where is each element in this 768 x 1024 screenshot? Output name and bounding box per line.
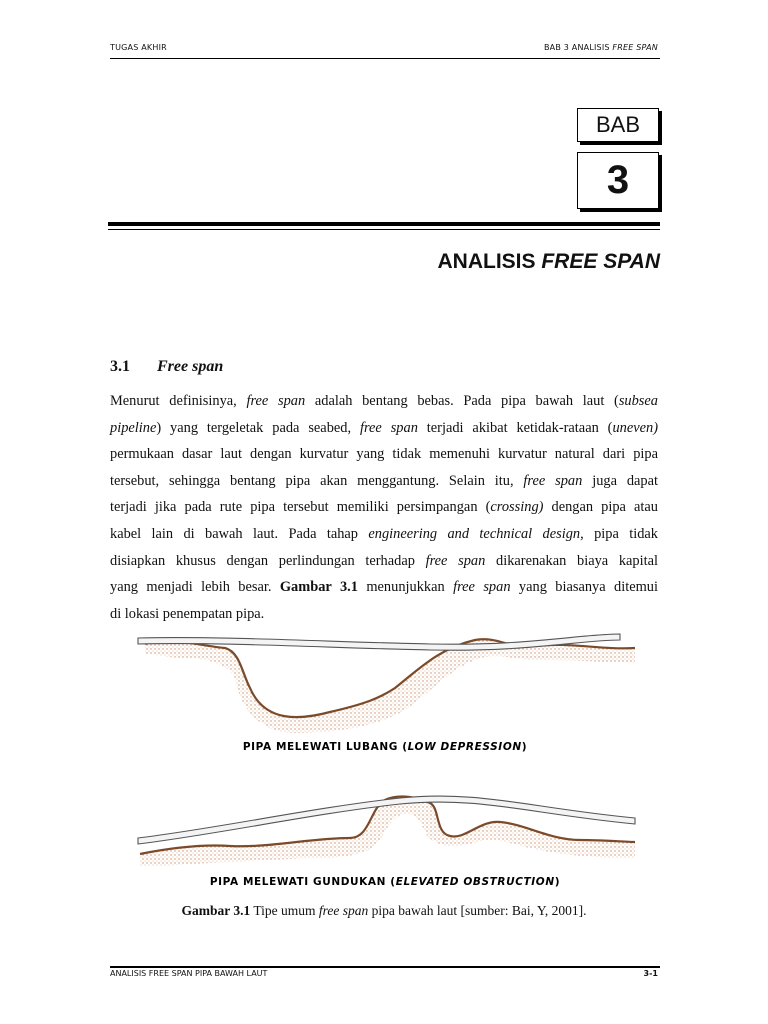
free-span-figure	[130, 628, 640, 898]
seabed-depression	[145, 639, 635, 733]
paragraph-line: tersebut, sehingga bentang pipa akan menggantung. Selain itu, free span juga dapat	[110, 472, 658, 489]
chapter-rule-thick	[108, 222, 660, 226]
running-header	[110, 43, 658, 57]
section-number: 3.1	[110, 358, 130, 375]
paragraph-line: di lokasi penempatan pipa.	[110, 605, 265, 622]
running-footer	[110, 969, 658, 983]
chapter-title: ANALISIS FREE SPAN	[437, 250, 660, 273]
paragraph-line: Menurut definisinya, free span adalah bentang bebas. Pada pipa bawah laut (subsea	[110, 393, 658, 409]
body-paragraph	[110, 388, 658, 627]
figure-caption: Gambar 3.1 Tipe umum free span pipa bawah laut [sumber: Bai, Y, 2001].	[181, 903, 587, 918]
footer-left: ANALISIS FREE SPAN PIPA BAWAH LAUT	[110, 969, 268, 978]
paragraph-line: disiapkan khusus dengan perlindungan terhadap free span dikarenakan biaya kapital	[110, 552, 659, 569]
paragraph-line: kabel lain di bawah laut. Pada tahap engineering and technical design, pipa tidak	[110, 525, 658, 542]
header-left: TUGAS AKHIR	[110, 43, 167, 52]
figure-subcaption-2: PIPA MELEWATI GUNDUKAN (ELEVATED OBSTRUCTION)	[209, 876, 561, 888]
chapter-number-box: 3	[577, 152, 659, 209]
page-number: 3-1	[643, 969, 658, 978]
low-depression-illustration	[138, 634, 635, 733]
paragraph-line: permukaan dasar laut dengan kurvatur yang tidak memenuhi kurvatur natural dari pipa	[110, 446, 658, 463]
paragraph-line: pipeline) yang tergeletak pada seabed, free span terjadi akibat ketidak-rataan (uneven)	[110, 419, 659, 436]
elevated-obstruction-illustration	[138, 796, 635, 866]
chapter-rule-thin	[108, 229, 660, 230]
header-right: BAB 3 ANALISIS FREE SPAN	[543, 43, 658, 52]
section-heading	[110, 358, 223, 376]
footer-rule	[110, 966, 660, 968]
section-title: Free span	[157, 358, 224, 375]
paragraph-line: terjadi jika pada rute pipa tersebut memiliki persimpangan (crossing) dengan pipa atau	[110, 499, 659, 516]
figure-subcaption-1: PIPA MELEWATI LUBANG (LOW DEPRESSION)	[242, 741, 528, 753]
header-rule	[110, 58, 660, 59]
paragraph-line: yang menjadi lebih besar. Gambar 3.1 menunjukkan free span yang biasanya ditemui	[110, 579, 658, 596]
bab-label-box: BAB	[577, 108, 659, 142]
